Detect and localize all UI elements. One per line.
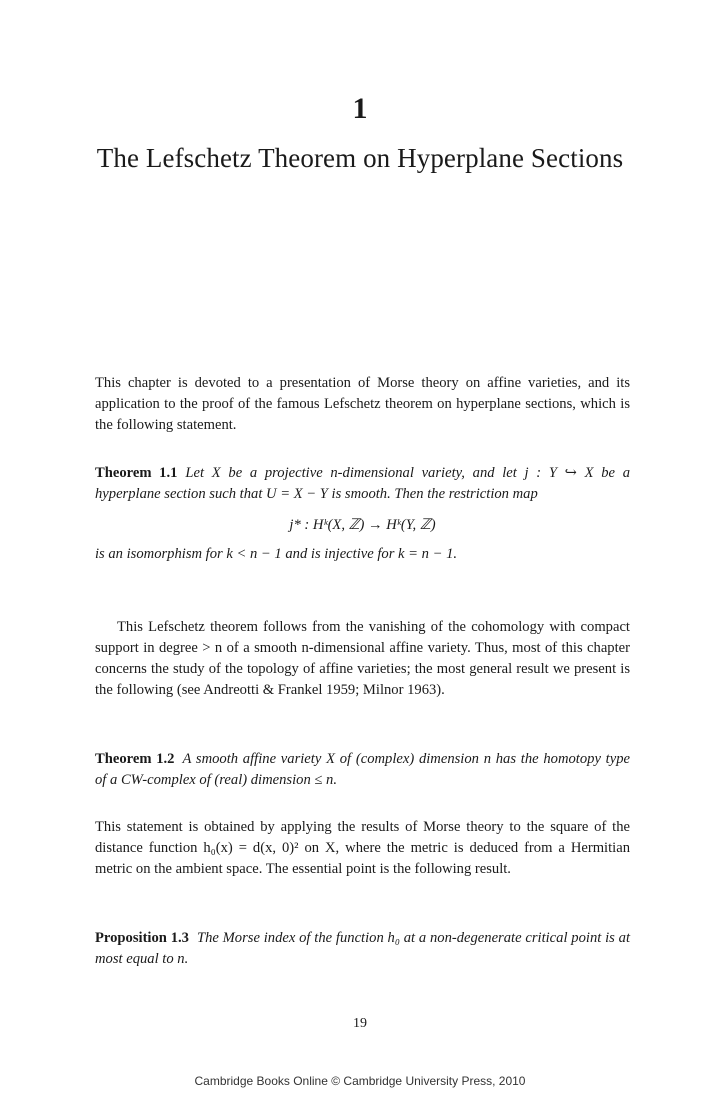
paragraph-3-text: This statement is obtained by applying the results of Morse theory to the square of the distance function h₀(x) = d(x, 0)² on X, where the metric is deduced from a Hermitian metric on the ambient space. The essential point is the following result.: [95, 819, 630, 877]
proposition-1-3-label: Proposition 1.3: [95, 930, 189, 946]
paragraph-2: [95, 617, 630, 701]
chapter-number: 1: [352, 92, 368, 125]
proposition-1-3-statement: The Morse index of the function h₀ at a non-degenerate critical point is at most equal to n.: [95, 930, 630, 967]
chapter-title: The Lefschetz Theorem on Hyperplane Sections: [96, 143, 624, 173]
theorem-1-2-label: Theorem 1.2: [95, 751, 175, 767]
theorem-1-1: [95, 463, 630, 565]
intro-paragraph: [95, 373, 630, 436]
proposition-1-3: [95, 928, 630, 970]
paragraph-3: [95, 817, 630, 880]
theorem-1-1-statement: Let X be a projective n-dimensional variety, and let j : Y ↪ X be a hyperplane section such that U = X − Y is smooth. Then the restriction map: [95, 465, 630, 502]
theorem-1-1-display-formula: j* : Hᵏ(X, ℤ) → Hᵏ(Y, ℤ): [289, 517, 436, 533]
theorem-1-1-continuation: is an isomorphism for k < n − 1 and is injective for k = n − 1.: [95, 546, 458, 562]
footer-copyright: Cambridge Books Online © Cambridge University Press, 2010: [194, 1074, 526, 1088]
paragraph-2-text: This Lefschetz theorem follows from the vanishing of the cohomology with compact support in degree > n of a smooth n-dimensional affine variety. Thus, most of this chapter concerns the study of the topology of affine varieties; the most general result we present is the following (see Andreotti & Frankel 1959; Milnor 1963).: [95, 619, 630, 698]
theorem-1-2: [95, 749, 630, 791]
intro-text: This chapter is devoted to a presentation of Morse theory on affine varieties, and its application to the proof of the famous Lefschetz theorem on hyperplane sections, which is the following statement.: [95, 375, 630, 433]
theorem-1-2-statement: A smooth affine variety X of (complex) dimension n has the homotopy type of a CW-complex of (real) dimension ≤ n.: [95, 751, 630, 788]
theorem-1-1-label: Theorem 1.1: [95, 465, 178, 481]
page-number: 19: [353, 1016, 367, 1031]
